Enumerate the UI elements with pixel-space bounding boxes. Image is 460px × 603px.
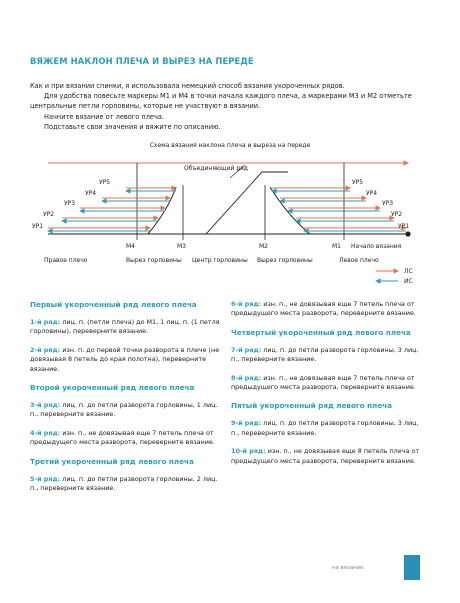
row-text: лиц. п. до петли разворота горловины, 2 лиц. п., переверните вязание. bbox=[30, 474, 218, 493]
row-text: изн. п., не довязывая еще 8 петель плеча от предыдущего места разворота, переверните вязание. bbox=[231, 447, 420, 465]
instruction-row bbox=[30, 429, 222, 448]
row-label-left: УР2 bbox=[43, 211, 55, 218]
footer-text: на вязание bbox=[332, 565, 364, 571]
intro-paragraph: Начните вязание от левого плеча. bbox=[44, 112, 165, 121]
row-label-right: УР2 bbox=[391, 211, 403, 218]
page-heading: ВЯЖЕМ НАКЛОН ПЛЕЧА И ВЫРЕЗ НА ПЕРЕДЕ bbox=[30, 56, 254, 66]
zone-label: Левое плечо bbox=[339, 257, 379, 264]
diagram-title: Схема вязания наклона плеча и выреза на переде bbox=[149, 142, 311, 149]
zone-label: Правое плечо bbox=[44, 257, 88, 264]
row-label: 3-й ряд: bbox=[30, 401, 61, 410]
intro-paragraph: Подставьте свои значения и вяжите по описанию. bbox=[44, 122, 221, 131]
row-label-left: УР5 bbox=[99, 179, 111, 186]
row-text: изн. п., не довязывая еще 7 петель плеча от предыдущего места разворота, переверните вязание. bbox=[231, 373, 416, 392]
combined-row-label: Объединяющий ряд bbox=[184, 165, 248, 172]
row-label-right: УР4 bbox=[366, 190, 378, 197]
row-text: изн. п. до первой точки разворота в плече (не довязывая 8 петель до края полотна), переверните вязание. bbox=[30, 345, 220, 373]
intro-paragraph: Как и при вязании спинки, я использовала немецкий способ вязания укороченных рядов. bbox=[30, 82, 345, 90]
row-label: 6-й ряд: bbox=[231, 300, 262, 308]
row-text: лиц. п. до петли разворота горловины, 1 лиц. п., переверните вязание. bbox=[30, 401, 218, 419]
row-text: лиц. п. до петли разворота горловины, 3 лиц. п., переверните вязание. bbox=[231, 419, 419, 437]
row-label-right: УР1 bbox=[398, 223, 410, 230]
row-label: 5-й ряд: bbox=[30, 474, 61, 483]
instructions-right-column bbox=[231, 300, 423, 475]
row-label: 8-й ряд: bbox=[231, 373, 262, 382]
marker-label: М4 bbox=[126, 243, 135, 250]
row-text: изн. п., не довязывая еще 7 петель плеча от предыдущего места разворота, переверните вязание. bbox=[231, 300, 416, 318]
instruction-row bbox=[30, 318, 222, 337]
section-heading: Второй укороченный ряд левого плеча bbox=[30, 383, 195, 393]
legend-ls: ЛС bbox=[404, 268, 413, 275]
right-short-rows bbox=[272, 188, 406, 231]
row-text: изн. п., не довязывая еще 7 петель плеча от предыдущего места разворота, переверните вязание. bbox=[30, 428, 215, 447]
instruction-row bbox=[231, 374, 423, 393]
start-dot bbox=[405, 231, 410, 236]
row-label: 10-й ряд: bbox=[231, 447, 266, 456]
marker-label: М1 bbox=[332, 243, 341, 250]
instruction-row bbox=[231, 300, 423, 319]
row-label: 9-й ряд: bbox=[231, 419, 262, 428]
row-label: 7-й ряд: bbox=[231, 345, 262, 354]
instructions-left-column bbox=[30, 300, 222, 502]
intro-paragraph: Для удобства повесьте маркеры М1 и М4 в точки начала каждого плеча, а маркерами М3 и М2 отметьте центральные петли горловины, которые не участвуют в вязании. bbox=[30, 92, 412, 111]
section-heading: Четвертый укороченный ряд левого плеча bbox=[231, 327, 411, 337]
row-text: лиц. п. до петли разворота горловины, 3 лиц. п., переверните вязание. bbox=[231, 345, 419, 364]
instruction-row bbox=[30, 346, 222, 374]
instruction-row bbox=[231, 447, 423, 466]
section-heading: Третий укороченный ряд левого плеча bbox=[30, 456, 194, 466]
instruction-row bbox=[30, 401, 222, 420]
marker-label: М3 bbox=[177, 243, 186, 250]
legend bbox=[376, 268, 413, 285]
logo-icon bbox=[404, 555, 420, 580]
start-label: Начало вязания bbox=[351, 243, 402, 250]
row-label-left: УР1 bbox=[32, 223, 44, 230]
zone-label: Вырез горловины bbox=[257, 257, 313, 264]
instruction-row bbox=[231, 346, 423, 365]
marker-label: М2 bbox=[259, 243, 268, 250]
zone-label: Центр горловины bbox=[192, 257, 248, 264]
row-label: 4-й ряд: bbox=[30, 428, 61, 437]
intro-text bbox=[30, 81, 430, 132]
legend-is: ИС bbox=[404, 278, 413, 285]
knitting-diagram bbox=[0, 150, 460, 285]
neck-curve-left bbox=[148, 187, 176, 234]
zone-label: Вырез горловины bbox=[126, 257, 182, 264]
section-heading: Пятый укороченный ряд левого плеча bbox=[231, 401, 392, 411]
row-label: 2-й ряд: bbox=[30, 345, 61, 354]
neck-curve-right bbox=[270, 187, 310, 234]
instruction-row bbox=[30, 475, 222, 494]
left-short-rows bbox=[48, 188, 176, 231]
row-text: лиц. п. (петли плеча) до М1, 1 лиц. п. (1 петля горловины), переверните вязание. bbox=[30, 318, 220, 336]
row-label-right: УР3 bbox=[382, 200, 394, 207]
neckline-shape bbox=[183, 172, 288, 234]
section-heading: Первый укороченный ряд левого плеча bbox=[30, 300, 197, 309]
row-label-right: УР5 bbox=[352, 179, 364, 186]
row-label-left: УР4 bbox=[85, 190, 97, 197]
row-label: 1-й ряд: bbox=[30, 318, 61, 326]
instruction-row bbox=[231, 419, 423, 438]
row-label-left: УР3 bbox=[64, 200, 76, 207]
